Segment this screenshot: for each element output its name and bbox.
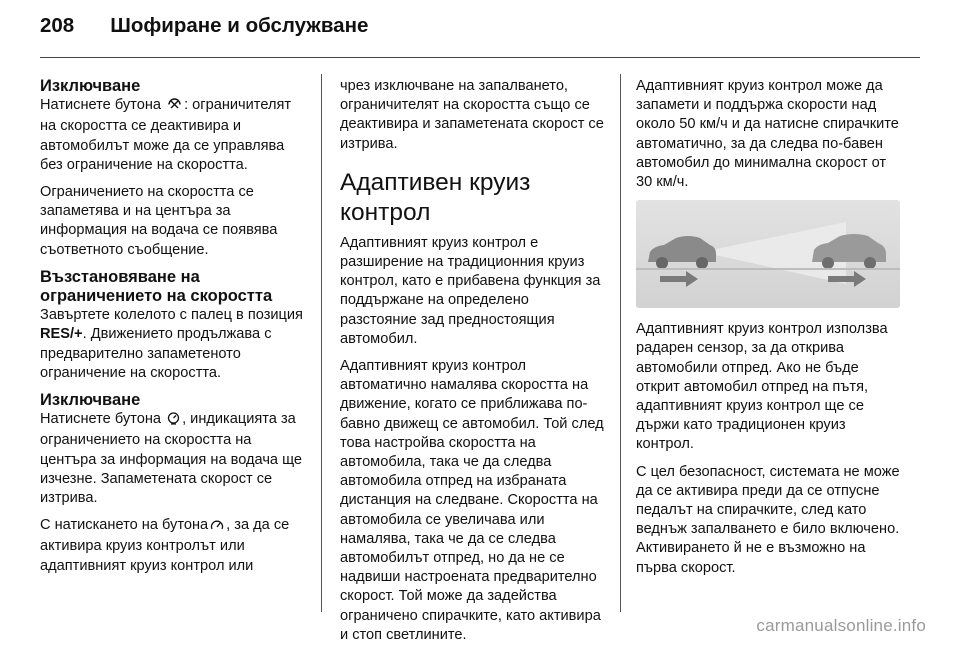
- chapter-title: Шофиране и обслужване: [110, 14, 369, 37]
- page-header: [40, 14, 368, 54]
- column-3: [636, 77, 906, 586]
- section-heading-adaptive-cruise: Адаптивен круиз контрол: [340, 168, 531, 226]
- direction-arrow-icon: [660, 271, 698, 287]
- paragraph-off-2: Ограничението на скоростта се запаметява и на центъра за информация на водача се появява съответното съобщение.: [40, 184, 278, 258]
- cruise-control-icon: [210, 518, 224, 537]
- section-heading-off: Изключване: [40, 77, 141, 95]
- paragraph-off-4: С натискането на бутона , за да се активира круиз контролът или адаптивният круиз контрол или: [40, 517, 290, 574]
- paragraph-acc-5: С цел безопасност, системата не може да се активира преди да се отпусне педалът на спирачките, след като веднъж запалването е било включено. Активирането й не е възможно на първа скорост.: [636, 463, 900, 576]
- column-2: [340, 77, 608, 653]
- radar-illustration: [636, 200, 900, 308]
- paragraph-acc-1: Адаптивният круиз контрол е разширение на традиционния круиз контрол, като е прибавена функция за поддържане на определено разстояние зад предностоящия автомобил.: [340, 234, 601, 347]
- paragraph-acc-3: Адаптивният круиз контрол може да запамети и поддържа скорости над около 50 км/ч и да натисне спирачките автоматично, за да следва по-бавен автомобил до минимална скорост от 30 км/ч.: [636, 78, 899, 191]
- paragraph-restore: Завъртете колелото с палец в позиция RES/+. Движението продължава с предварително запаметеното ограничение на скоростта.: [40, 307, 303, 381]
- header-rule: [40, 57, 920, 58]
- column-1: [40, 77, 308, 584]
- paragraph-off-3: Натиснете бутона , индикацията за ограничението на скоростта на центъра за информация на водача ще изчезне. Запаметената скорост се изтрива.: [40, 411, 303, 507]
- road-line: [636, 268, 900, 270]
- paragraph-continued: чрез изключване на запалването, ограничителят на скоростта също се деактивира и запаметената скорост се изтрива.: [340, 78, 604, 152]
- speed-limiter-off-icon: [167, 98, 182, 117]
- page-number: 208: [40, 14, 75, 37]
- own-car-icon: [648, 236, 716, 269]
- res-plus-label: RES/+: [40, 326, 83, 343]
- paragraph-acc-2: Адаптивният круиз контрол автоматично намалява скоростта на движение, когато се приближава по-бавно движещ се автомобил. Той след това настройва скоростта на автомобила, така че да следва автомобила отпред на избраната дистанция на следване. Скоростта на автомобила се увеличава или намалява, така че да се следва автомобилът отпред, но да не се надвиши настроената предварително скорост. Той може да задейства ограничено спирачките, като активира и стоп светлините.: [340, 358, 604, 643]
- paragraph-acc-4: Адаптивният круиз контрол използва радарен сензор, за да открива автомобили отпред. Ако не бъде открит автомобил отпред на пътя, адаптивният круиз контрол ще се държи като традиционен круиз контрол.: [636, 321, 888, 453]
- speed-limiter-icon: [167, 411, 180, 431]
- watermark: carmanualsonline.info: [756, 616, 926, 635]
- section-heading-restore: Възстановяване на ограничението на скоростта: [40, 267, 273, 306]
- paragraph-off-1: Натиснете бутона : ограничителят на скоростта се деактивира и автомобилът може да се управлява без ограничение на скоростта.: [40, 97, 292, 173]
- column-divider-2: [620, 74, 621, 612]
- section-heading-off-2: Изключване: [40, 391, 141, 410]
- column-divider-1: [321, 74, 322, 612]
